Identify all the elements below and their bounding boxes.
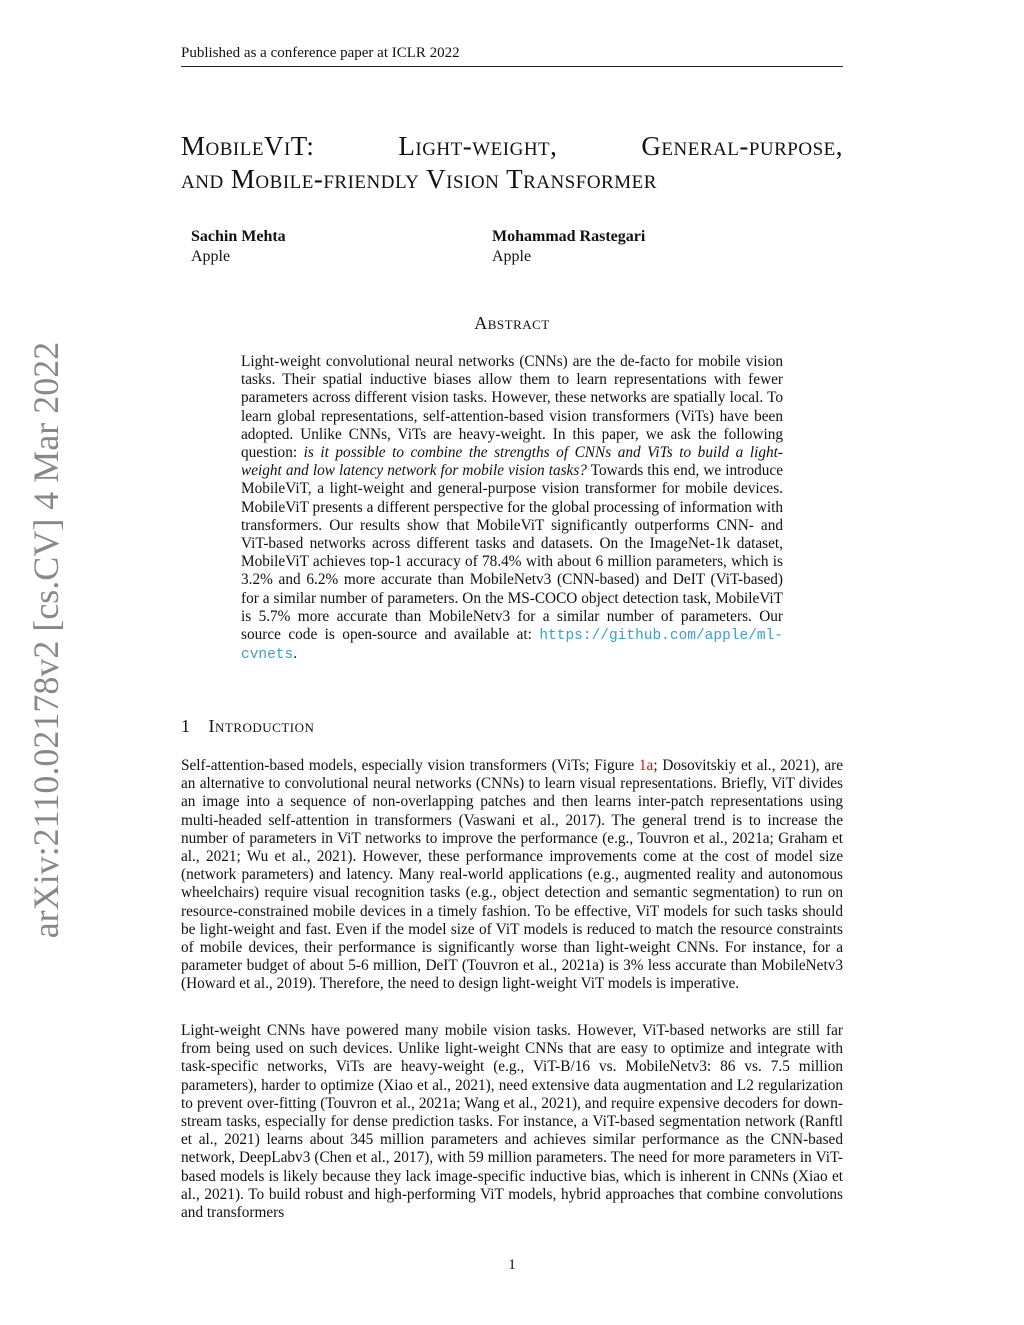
section-heading [181,716,314,737]
author-block [492,227,645,267]
abstract-body [241,353,783,664]
paragraph: Light-weight CNNs have powered many mobile vision tasks. However, ViT-based networks are still far from being used on such devices. Unlike light-weight CNNs that are easy to optimize and integrate with task-specific networks, ViTs are heavy-weight (e.g., ViT-B/16 vs. MobileNetv3: 86 vs. 7.5 million parameters), harder to optimize (Xiao et al., 2021), need extensive data augmentation and L2 regularization to prevent over-fitting (Touvron et al., 2021a; Wang et al., 2021), and require expensive decoders for down-stream tasks, especially for dense prediction tasks. For instance, a ViT-based segmentation network (Ranftl et al., 2021) learns about 345 million parameters and achieves similar performance as the CNN-based network, DeepLabv3 (Chen et al., 2017), with 59 million parameters. The need for more parameters in ViT-based models is likely because they lack image-specific inductive bias, which is inherent in CNNs (Xiao et al., 2021). To build robust and high-performing ViT models, hybrid approaches that combine convolutions and transformers [181,1022,843,1222]
author-affiliation: Apple [191,248,231,265]
abstract-question: is it possible to combine the strengths of CNNs and ViTs to build a light-weight and low latency network for mobile vision tasks? [241,444,783,480]
figure-reference-link[interactable]: 1a [638,757,654,774]
section-number: 1 [181,716,191,736]
abstract-heading: Abstract [474,313,550,333]
author-affiliation: Apple [492,248,532,265]
author-name: Sachin Mehta [191,228,286,245]
title-line-2: and Mobile-friendly Vision Transformer [181,164,657,194]
running-header: Published as a conference paper at ICLR 2022 [181,44,843,67]
title-word: MobileViT: [181,131,315,161]
title-word: General-purpose, [641,131,843,161]
paragraph-text: Self-attention-based models, especially vision transformers (ViTs; Figure [181,757,639,774]
abstract-period: . [293,645,298,663]
author-block [191,227,286,267]
title-line-1 [181,130,843,163]
abstract-text: Towards this end, we introduce MobileViT, a light-weight and general-purpose vision transformer for mobile devices. MobileViT presents a different perspective for the global processing of information with transformers. Our results show that MobileViT significantly outperforms CNN- and ViT-based networks across different tasks and datasets. On the ImageNet-1k dataset, MobileViT achieves top-1 accuracy of 78.4% with about 6 million parameters, which is 3.2% and 6.2% more accurate than MobileNetv3 (CNN-based) and DeIT (ViT-based) for a similar number of parameters. On the MS-COCO object detection task, MobileViT is 5.7% more accurate than MobileNetv3 for a similar number of parameters. Our source code is open-source and available at: [241,462,783,644]
paragraph-text: ; Dosovitskiy et al., 2021), are an alternative to convolutional neural networks (CNNs) to learn visual representations. Briefly, ViT divides an image into a sequence of non-overlapping patches and then learns inter-patch representations using multi-headed self-attention in transformers (Vaswani et al., 2017). The general trend is to increase the number of parameters in ViT networks to improve the performance (e.g., Touvron et al., 2021a; Graham et al., 2021; Wu et al., 2021). However, these performance improvements come at the cost of model size (network parameters) and latency. Many real-world applications (e.g., augmented reality and autonomous wheelchairs) require visual recognition tasks (e.g., object detection and semantic segmentation) to run on resource-constrained mobile devices in a timely fashion. To be effective, ViT models for such tasks should be light-weight and fast. Even if the model size of ViT models is reduced to match the resource constraints of mobile devices, their performance is significantly worse than light-weight CNNs. For instance, for a parameter budget of about 5-6 million, DeIT (Touvron et al., 2021a) is 3% less accurate than MobileNetv3 (Howard et al., 2019). Therefore, the need to design light-weight ViT models is imperative. [181,757,844,993]
page-number: 1 [508,1257,516,1273]
paragraph [181,757,843,994]
source-code-link[interactable]: https://github.com/apple/ml-cvnets [241,628,783,664]
section-title: Introduction [208,716,315,736]
author-name: Mohammad Rastegari [492,228,646,245]
arxiv-stamp: arXiv:2110.02178v2 [cs.CV] 4 Mar 2022 [26,341,66,939]
abstract-text: Light-weight convolutional neural networks (CNNs) are the de-facto for mobile vision tasks. Their spatial inductive biases allow them to learn representations with fewer parameters across different vision tasks. However, these networks are spatially local. To learn global representations, self-attention-based vision transformers (ViTs) have been adopted. Unlike CNNs, ViTs are heavy-weight. In this paper, we ask the following question: [241,353,783,462]
title-word: Light-weight, [398,131,558,161]
paper-title [181,130,843,196]
